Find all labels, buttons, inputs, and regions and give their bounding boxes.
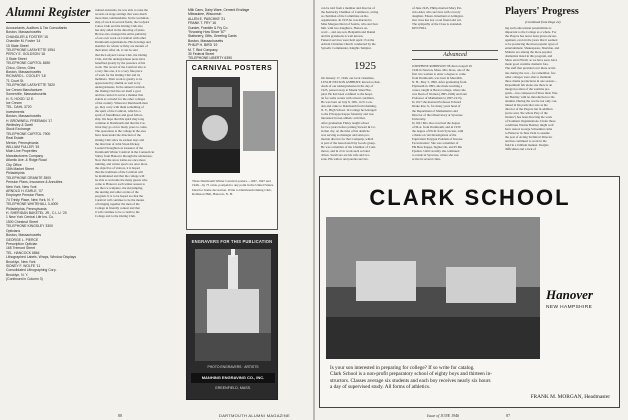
players-line: Department felt alone one there is an (505, 82, 553, 87)
class-note-line: to the Pi Kappa Kappa fraternity and was (321, 112, 374, 117)
register-line: Stationery, Gifts, Greeting Cards (188, 34, 237, 39)
article-line: Dartmouth organizations. His drawings and (95, 40, 151, 45)
engravers-tagline: PHOTO ENGRAVERS · ARTISTS (207, 365, 259, 369)
players-progress-text (505, 26, 620, 168)
players-line: and has continued to work in the (505, 139, 547, 144)
players-line: Shaw and O'Neill, as we have seen, have (505, 58, 558, 63)
article-line: of our own work on Carnival with other (95, 36, 146, 41)
article-line: records on stage settings that were much (95, 12, 147, 17)
register-line: 3 State Street (6, 56, 27, 61)
advanced-note-line: Professor of Mathematics (1897-1915). (412, 96, 463, 101)
advanced-note-line: Epsilon. Until recently she continued (412, 148, 460, 153)
advanced-note-line: of M.A. from Dartmouth, and in 1930 (412, 124, 461, 129)
class-1925-notes (321, 76, 407, 168)
class-note-line: Synodic Commander, Knights Templar. (321, 46, 372, 51)
engravers-city: GREENFIELD, MASS. (214, 386, 252, 390)
register-line: 74 Trinity Place, New York, N. Y. (6, 197, 55, 202)
class-notes-top (321, 6, 407, 56)
register-line: Ice Cream Manufacturer (6, 87, 43, 92)
class-note-line: the Kentucky Chamber of Commerce, acting (321, 10, 379, 15)
register-line: Philadelphia (6, 171, 25, 176)
clark-ad-line: Is your son interested in preparing for college? If so write for catalog. (330, 365, 475, 371)
class-note-line: ward ... and one son, Benjamin and Daniel (321, 30, 376, 35)
article-line: Outing Club since its earliest days and (95, 137, 145, 142)
register-line: Manufacturers Company (6, 153, 44, 158)
class-note-line: motion director for that Company, which (321, 136, 374, 141)
left-page-number: 88 (118, 413, 122, 418)
class-note-line: 1925, passed away at Mount Sinai Hos- (321, 88, 372, 93)
advanced-note-line: Factorization.' She was a member of (412, 140, 459, 145)
class-note-line: in that city. At the time of his death he (321, 128, 370, 133)
poster-image-2 (243, 91, 275, 151)
players-line: ties during the war—for remember, few (505, 70, 556, 75)
register-line: 15 State Street (6, 43, 29, 48)
left-page-footer (118, 413, 296, 418)
register-line: Milk Cans, Dairy Ware, Cement Ensilage (188, 8, 250, 12)
article-line: the skating and other events of the (95, 190, 139, 195)
players-line: The staff that presided over these activi- (505, 66, 557, 71)
register-line: Gunder, Franklin & Fry Co. (188, 25, 229, 30)
class-note-line: drives. Survivors are his wife and two (321, 152, 370, 157)
advanced-note-line: Director of the Observatory at Syracuse (412, 112, 463, 117)
clark-hanover: Hanover (546, 287, 593, 302)
article-line: appreciated by alumni as well as by (95, 80, 141, 85)
players-line: gram—was composed of three men: War- (505, 90, 559, 95)
players-line: integral portion of the wartime pro- (505, 86, 551, 91)
register-line: CHANDLER & FOSTER '15 (6, 34, 48, 39)
register-line: Milwaukee, Wisconsin (188, 12, 222, 17)
advanced-note-line: JOSEPHINE ROBINSON '08 died on April 29 (412, 64, 472, 68)
article-line: He has also arranged the entire publicity (95, 32, 147, 37)
register-line: TELEPHONE GRANITE 3500 (6, 175, 52, 180)
advanced-note-line: Drake Roe Jr., for many years head of (412, 104, 461, 109)
register-line: 71 Court St. (6, 78, 25, 83)
class-note-line: ricia Ahel, who survives with a lovely (412, 10, 461, 15)
register-line: Main Line Properties (6, 149, 38, 154)
register-line: Pension Plans, Insurance & Annuities (6, 180, 63, 185)
register-column (6, 26, 90, 406)
register-line: TELEPHONE WHITEHALL 3-4000 (6, 202, 59, 207)
class-note-line: pital. He had been confined to the hospi- (321, 92, 373, 97)
class-note-line: as chairman of the Committee on Re- (321, 14, 369, 19)
article-line: see the ice sculpture, the ski jumping, (95, 186, 143, 191)
class-notes-col2 (412, 6, 498, 40)
players-line: three drama productions in one season— (505, 78, 558, 83)
carnival-ad-title: CARNIVAL POSTERS (191, 65, 273, 72)
engravers-ad (186, 234, 278, 400)
clark-school-name: CLARK SCHOOL (369, 185, 571, 210)
advanced-note-line: Plymouth in 1895, she made teaching a (412, 84, 463, 89)
engravers-headline: ENGRAVERS FOR THIS PUBLICATION (191, 239, 273, 244)
article-line: trained assistants, he was able to raise the (95, 8, 148, 12)
article-line: has ably aided in the directing of plans. (95, 28, 146, 33)
players-line: director of the Players but in addition (505, 106, 553, 111)
article-line: it will continue to be a credit to the (95, 210, 140, 215)
players-line: made good wartime dramatic fare. (505, 62, 549, 67)
class-note-line: dreds of our undergraduates in his day of (321, 84, 374, 89)
article-line: ship. We hope that this spirit may long (95, 117, 145, 122)
running-foot: DARTMOUTH ALUMNI MAGAZINE (219, 413, 290, 418)
article-line: continue at Dartmouth and that the Car- (95, 121, 146, 126)
article-line: College and to the Outing Club. (95, 214, 136, 219)
article-column (95, 8, 183, 408)
register-line: (Continued in Column 3) (6, 277, 43, 282)
register-line: Opticians (6, 228, 21, 233)
register-line: PERCY E. GOLDSON '18 (6, 52, 46, 57)
article-line: a very fine one, it is a very fine piece (95, 68, 143, 73)
class-note-line: On January 17, 1946, our local classmate, (321, 76, 375, 80)
article-line: Club, and the undergraduate press have (95, 56, 146, 61)
players-line: dramatists listed in this program, and (505, 54, 553, 59)
class-note-line: can be told from a member and director of (321, 6, 375, 10)
register-line: Stock Exchange (6, 127, 31, 132)
article-line: go, they carry with them something of (95, 105, 144, 110)
article-line: Dartmouth Winter Carnival in the Connecticut (95, 149, 155, 154)
register-line: Wellesley & Dwell (6, 122, 33, 127)
clark-ad-line: Clark School is a non-profit preparatory school of eighty boys and thirteen in- (330, 371, 492, 378)
register-line: Prescription Optician (6, 241, 38, 246)
register-line: City Office (6, 162, 22, 167)
article-line: work. The record of the Carnival also is (95, 64, 146, 69)
players-line: have rested. George Schoenhut came (505, 127, 553, 132)
register-line: 165 Tremont Street (6, 246, 36, 251)
article-line: nival may go on for many years to come. (95, 125, 148, 130)
players-line: the post of Acting Technical Director (505, 135, 553, 140)
register-line: Merion, Pennsylvania (6, 140, 39, 145)
register-line: H. BROWNELL FREEMAN '17 (6, 118, 53, 123)
class-note-line: for two years before joining Stewart & Co. (321, 124, 376, 129)
class-note-line: don and came to Dartmouth from Ossining, (321, 104, 377, 109)
class-note-line: organization. In 1935 he was married to (321, 18, 372, 23)
register-line: GEORGE L. PIERCE (6, 237, 39, 242)
class-note-line: merce, and in civic work such as band (321, 148, 370, 153)
register-line: Philadelphia, Pennsylvania (6, 206, 47, 211)
class-note-line: tal for some weeks with a heart condition. (321, 96, 375, 101)
players-continued: (Continued from Page 24) (525, 20, 561, 24)
register-line: Accountants, Auditors & Tax Consultants (6, 26, 68, 30)
advanced-note-line: N. H., May 3, 1896. After graduating from (412, 80, 467, 85)
register-line: FRANK T. FRY '16 (188, 21, 216, 26)
register-line: Employee Pension Plans (6, 193, 44, 198)
clark-school-ad (319, 176, 620, 408)
campus-photo (326, 217, 540, 359)
advanced-note-line: active in several clubs. (412, 157, 442, 162)
engravers-company: MANHING ENGRAVING CO., INC. (191, 373, 275, 383)
article-line: that the traditions of the Carnival will (95, 169, 143, 174)
article-line: have been under the direction of the (95, 133, 141, 138)
article-line: the spirit of the Carnival, which is a (95, 109, 141, 114)
issue-date: Issue of JUNE 1946 (427, 413, 460, 418)
advanced-note-line: the Department of Mathematics and (412, 108, 458, 113)
class-note-line: interested in non-athletic activities. (321, 116, 366, 121)
article-line: of work for the Outing Club and its (95, 72, 141, 77)
register-line: Boston, Massachusetts (6, 30, 42, 35)
advanced-note-line: In 1921 Mrs. Roe received the degree (412, 120, 461, 125)
register-line: PHILIP H. BIRD '19 (188, 43, 218, 48)
class-note-line: He was a member of the Chamber of Com- (321, 144, 377, 149)
class-note-line: him, with two daughters. Honors on- (321, 26, 369, 31)
register-line: Consolidated Lithographing Corp. (6, 268, 57, 273)
register-line: ALLEN E. PASCHKE '21 (188, 16, 226, 21)
article-line: of bringing together the men of the (95, 202, 140, 207)
article-line: undergraduates. In the annual Carnival, (95, 84, 146, 89)
right-page-footer (427, 413, 516, 418)
class-note-line: Funeral services were held April 13 at the (321, 38, 375, 43)
article-line: of the country. Wherever Dartmouth men (95, 101, 148, 106)
article-line: the objective of visitors, it is hoped (95, 165, 140, 170)
register-line: TELEPHONE LAFAYETTE 1954 (6, 48, 55, 53)
article-line: be able to welcome the many guests who (95, 177, 148, 182)
register-line: New York, New York (6, 184, 37, 189)
advanced-note-line: Equivalent Polygon Problem of Inverse (412, 136, 463, 141)
players-line: important to the College as a whole. For (505, 30, 557, 35)
advanced-note-line: University. (412, 116, 427, 121)
class-note-line: daughter, Eileen. Interment at Arlington. (412, 14, 464, 19)
register-line: H. SHERIDAN BAKETEL JR., C.L.U. '20 (6, 211, 67, 216)
building-photo (195, 249, 271, 361)
carnival-ad-body: Three Dartmouth Winter Carnival posters—1947, 1947 and 1946—by 75 cents, postpaid to any point in the United States. Ideal for home decoration. Write to Dartmouth Outing Club, Robinson Hall, Hanover, N. H. (192, 179, 274, 196)
players-line: ing such educational potentialities is (505, 26, 552, 30)
register-continued-column (188, 8, 276, 61)
alumni-register-title: Alumni Register (6, 5, 91, 19)
class-note-line: Advent Christian Church conducted by the (321, 42, 376, 47)
advanced-section-label: Advanced (412, 50, 498, 60)
advanced-note-line: 1946 in Newton, Mass. Mrs. Ross, one of the (412, 68, 470, 73)
players-line: of Southern Organizations. Under those (505, 119, 556, 124)
register-line: TELEPHONE LIBERTY 6390 (188, 56, 232, 61)
register-line: Ice Cream (6, 100, 22, 105)
register-line: ARNOLD H. EARLE, '07 (6, 189, 43, 194)
class-note-line: Our class has lost a real friend and wit. (412, 18, 462, 23)
class-note-line: sons. His widow and parents survive. (321, 156, 369, 161)
article-line: and has carried it out in a manner that (95, 92, 144, 97)
advanced-note-line: Phi Beta Kappa, Sigma Chi, and Pi Mu (412, 144, 463, 149)
article-line: the direction of John Sloan Dickey. (95, 141, 140, 146)
register-line: TELEPHONE LAFAYETTE 7820 (6, 83, 55, 88)
article-line: Carnival will continue to be the means (95, 198, 145, 203)
article-line: stands as a model for the other colleges (95, 97, 146, 102)
players-line: field in a brilliant manner. Despite (505, 143, 549, 148)
players-line: (as he said, 'the whole Play of the (505, 110, 548, 115)
register-line: Real Estate (6, 136, 24, 141)
article-line: Valley from Hanover through the wilderness. (95, 153, 153, 158)
players-line: ner Bentley with no introduction to the (505, 94, 555, 99)
players-line: Alumni. During the war he not only con- (505, 98, 558, 103)
register-line: Lithographed Labels, Wraps, Window Displays (6, 255, 77, 260)
article-line: members. Their work is greatly to be (95, 76, 143, 81)
register-line: TEL. HANCOCK 6864 (6, 250, 40, 255)
register-line: 15th Market Street (6, 167, 34, 171)
register-line: 1500 Chestnut Street (6, 219, 39, 224)
article-line: that the Ledyard Canoe Club, the Outing (95, 52, 147, 57)
advanced-note-line: first two women to enter a degree to come (412, 72, 466, 77)
right-page (315, 0, 628, 420)
class-year-heading: 1925 (354, 60, 376, 72)
players-line: entertainment. Shakespeare, Sheridan, and (505, 46, 560, 51)
article-line: ship of stock in several fields, the Ledyard (95, 20, 150, 25)
register-line: Boston, Massachusetts (6, 114, 42, 119)
register-line: Somerville, Massachusetts (6, 92, 47, 97)
article-line: College in friendly contest and that (95, 206, 140, 211)
article-line: The operations at the college in the area (95, 129, 146, 134)
register-line: M. T. Bird Company (188, 47, 218, 52)
players-line: the Players has never been given encour- (505, 34, 558, 39)
register-line: Boston, Massachusetts (6, 70, 42, 75)
clark-headmaster: FRANK M. MORGAN, Headmaster (530, 394, 610, 400)
class-note-line: The sympathy of the Class is extended. (412, 22, 463, 27)
class-note-line: is part of the Associated Dry Goods group. (321, 140, 376, 145)
players-line: difficulties and a lack of (505, 147, 536, 152)
clark-ad-body (330, 365, 614, 391)
advanced-note-line: In 1917 she married Professor Edward (412, 100, 462, 105)
register-line: WILLIAM FULLER '15 (6, 144, 40, 149)
class-note-line: and his grandsons is well known. (321, 34, 364, 39)
register-line: TEL. DAHL 3720 (6, 105, 32, 110)
right-page-number: 87 (506, 413, 511, 418)
poster-image (192, 77, 240, 173)
class-note-line: LESLIE NELSON ASHBURY, known to hun- (321, 80, 381, 85)
register-line: Chico, Glenn, Giles (6, 65, 36, 70)
article-line: running, and winter sports are once more (95, 161, 148, 166)
register-line: TELEPHONE CAPITOL 8450 (6, 61, 51, 66)
register-line: TELEPHONE CAPITOL 7900 (6, 131, 51, 136)
clark-ad-line: structors. Classes average six students and each boy receives nearly six hours (330, 377, 491, 384)
register-line: 1 New York Central Life Ins. Co. (6, 215, 55, 220)
players-line: to be producing the most popular types of (505, 42, 559, 47)
class-note-line: was serving as manager and sales pro- (321, 132, 370, 137)
article-line: Leonard Stoughton as treasurer of the (95, 145, 144, 150)
register-line: SIDNEY F. WOLFE '11 (6, 263, 41, 268)
title-rule (6, 22, 90, 23)
article-line: Now that the snow trains are once more (95, 157, 146, 162)
class-note-line: of June 1945, Philip married Mary Pat- (412, 6, 463, 10)
article-line: come to Hanover each winter season to (95, 182, 146, 187)
register-line: TELEPHONE KINGSLEY 3300 (6, 224, 53, 229)
advanced-notes (412, 64, 498, 168)
advanced-note-line: the degree of Ph.D. from Syracuse, with (412, 128, 464, 133)
class-note-line: He was born on July 8, 1901, in N. Lon- (321, 100, 373, 105)
article-line: sketches for winter activity are models of (95, 44, 148, 49)
players-line: Outlaw') has been directing the work (505, 115, 553, 120)
advanced-note-line: from Dartmouth, was born in Meredith, (412, 76, 463, 81)
register-line: Atlantic Ave. & Ridge Road (6, 158, 47, 163)
players-line: conditions Warner Bentley might well (505, 123, 554, 128)
register-line: "Knowing How Since '87" (188, 30, 226, 35)
class-note-line: After graduation Finley taught school (321, 120, 369, 125)
players-line: to Hanover in June 1942 to assume (505, 131, 550, 136)
class-note-line: Miss Margaret Reid of Seattle, who survives (321, 22, 378, 27)
players-line: other colleges were able to maintain (505, 74, 552, 79)
register-line: Investments (6, 109, 25, 114)
article-line: spirit of friendliness and good fellow- (95, 113, 144, 118)
register-line: 30 Federal Street (188, 52, 215, 57)
advanced-note-line: was Dean of Women (1895-1906) and later (412, 92, 468, 97)
register-line: Chandler M. Foster '14 (6, 39, 41, 44)
article-line: more than commendable. In the workman- (95, 16, 150, 21)
register-line: Brooklyn, New York (6, 259, 36, 264)
article-line: program. It is to be hoped too that the (95, 194, 144, 199)
clark-ad-line: a day of supervised study. All forms of athletics. (330, 384, 431, 391)
article-line: benefited greatly by the presence of his (95, 60, 146, 65)
clark-state: NEW HAMPSHIRE (546, 305, 593, 310)
players-progress-title: Players' Progress (505, 6, 579, 17)
players-line: Molière are among the more popular (505, 50, 552, 55)
players-line: agement, even in the years that it seemed (505, 38, 558, 43)
register-line: H. S. HOOD '12 E. (6, 96, 35, 101)
left-page (0, 0, 313, 420)
advanced-note-line: a thesis on 'An Investigation of the (412, 132, 457, 137)
article-line: the Outing Club has set itself a goal (95, 88, 141, 93)
class-note-line: N. Y., High School. In College he belonged (321, 108, 377, 113)
class-note-line: KEN HILL (412, 26, 427, 31)
register-line: Boston, Massachusetts (6, 233, 42, 238)
article-line: Canoe Club and the Outing Club also (95, 24, 143, 29)
advanced-note-line: career, taught at Berea College, where she (412, 88, 466, 93)
players-line: tinued in his particular role as the (505, 102, 548, 107)
carnival-posters-ad (186, 60, 278, 230)
article-line: be maintained and that the college will (95, 173, 145, 178)
register-line: Brooklyn, N. Y. (6, 272, 29, 277)
article-line: their kind. After all, it can be said (95, 48, 138, 53)
register-line: Boston, Massachusetts (188, 38, 224, 43)
advanced-note-line: to reside in Syracuse, where she was (412, 153, 459, 158)
register-line: RICHARD L. COOLEY '18 (6, 74, 46, 79)
